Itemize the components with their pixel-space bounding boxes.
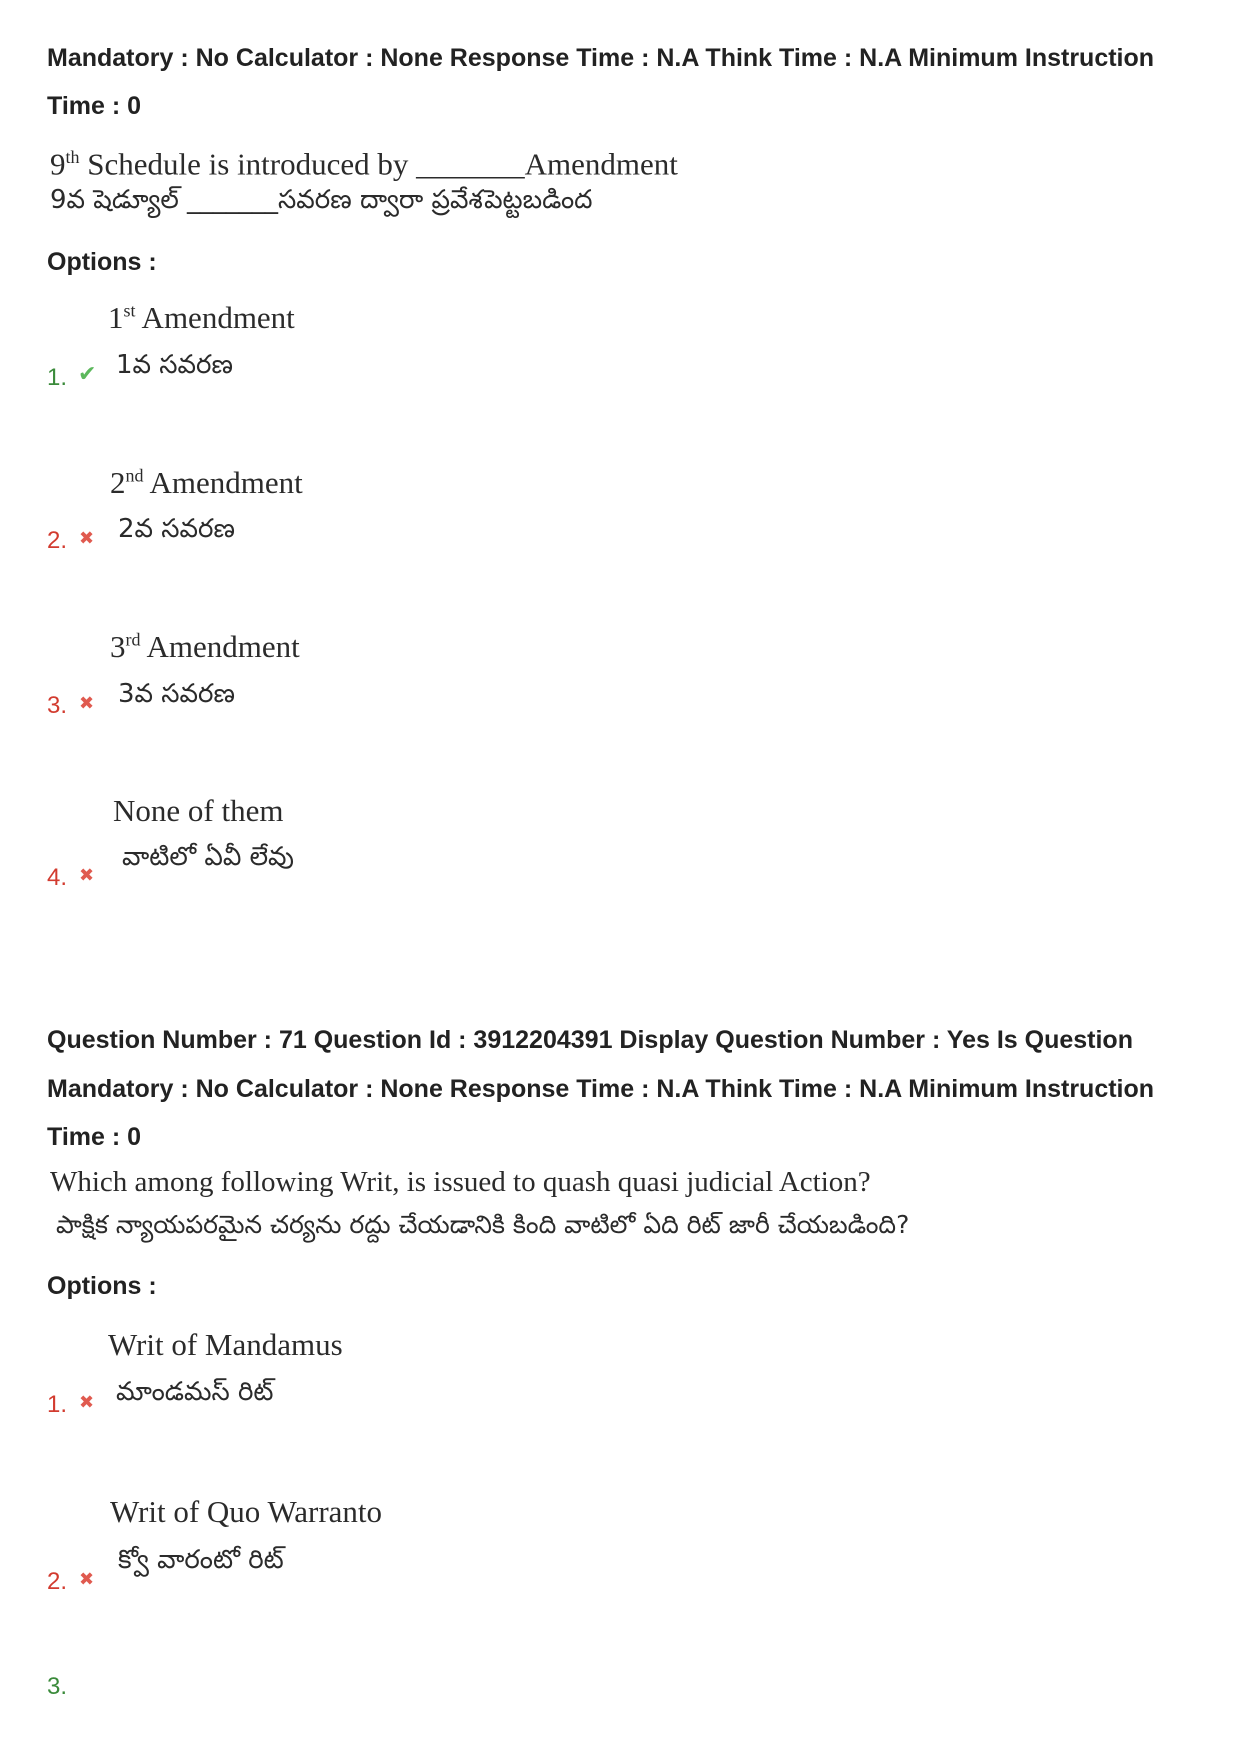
question-text-english: 9th Schedule is introduced by _______Amendment (50, 146, 678, 182)
option-text-english: None of them (113, 793, 284, 828)
option-number: 1. (47, 1391, 68, 1418)
question-meta-line: Mandatory : No Calculator : None Response Time : N.A Think Time : N.A Minimum Instruction (47, 1075, 1155, 1103)
option-text-telugu: 3వ సవరణ (118, 679, 235, 709)
option-text-english: 2nd Amendment (110, 465, 303, 500)
option-number: 2. (47, 527, 68, 554)
option-text-telugu: వాటిలో ఏవీ లేవు (122, 842, 294, 872)
option-text-english: Writ of Mandamus (108, 1327, 343, 1362)
option-number: 4. (47, 864, 68, 891)
option-text-english: 1st Amendment (108, 300, 295, 335)
option-number: 2. (47, 1568, 68, 1595)
question-meta-line: Mandatory : No Calculator : None Response Time : N.A Think Time : N.A Minimum Instruction (47, 44, 1155, 72)
option-text-english: 3rd Amendment (110, 629, 300, 664)
cross-icon: ✖ (79, 1392, 95, 1413)
cross-icon: ✖ (79, 1569, 95, 1590)
option-text-telugu: 2వ సవరణ (118, 514, 235, 544)
options-label: Options : (47, 248, 157, 276)
question-text-telugu: 9వ షెడ్యూల్ _______సవరణ ద్వారా ప్రవేశపెట్టబడింద (50, 185, 593, 215)
option-text-telugu: మాండమస్ రిట్ (116, 1377, 274, 1407)
question-text-telugu: పాక్షిక న్యాయపరమైన చర్యను రద్దు చేయడానికి కింది వాటిలో ఏది రిట్ జారీ చేయబడింది? (56, 1210, 910, 1239)
question-meta-line: Time : 0 (47, 1123, 142, 1151)
option-number: 1. (47, 364, 68, 391)
question-text-english: Which among following Writ, is issued to quash quasi judicial Action? (50, 1166, 871, 1198)
option-number: 3. (47, 692, 68, 719)
cross-icon: ✖ (79, 865, 95, 886)
cross-icon: ✖ (79, 528, 95, 549)
option-text-english: Writ of Quo Warranto (110, 1494, 383, 1529)
option-text-telugu: 1వ సవరణ (116, 350, 233, 380)
option-text-telugu: క్వో వారంటో రిట్ (118, 1545, 284, 1575)
options-label: Options : (47, 1272, 157, 1300)
question-meta-line: Time : 0 (47, 92, 142, 120)
check-icon: ✔ (78, 362, 97, 387)
option-number: 3. (47, 1673, 68, 1700)
cross-icon: ✖ (79, 693, 95, 714)
question-meta-line: Question Number : 71 Question Id : 3912204391 Display Question Number : Yes Is Question (47, 1026, 1133, 1054)
